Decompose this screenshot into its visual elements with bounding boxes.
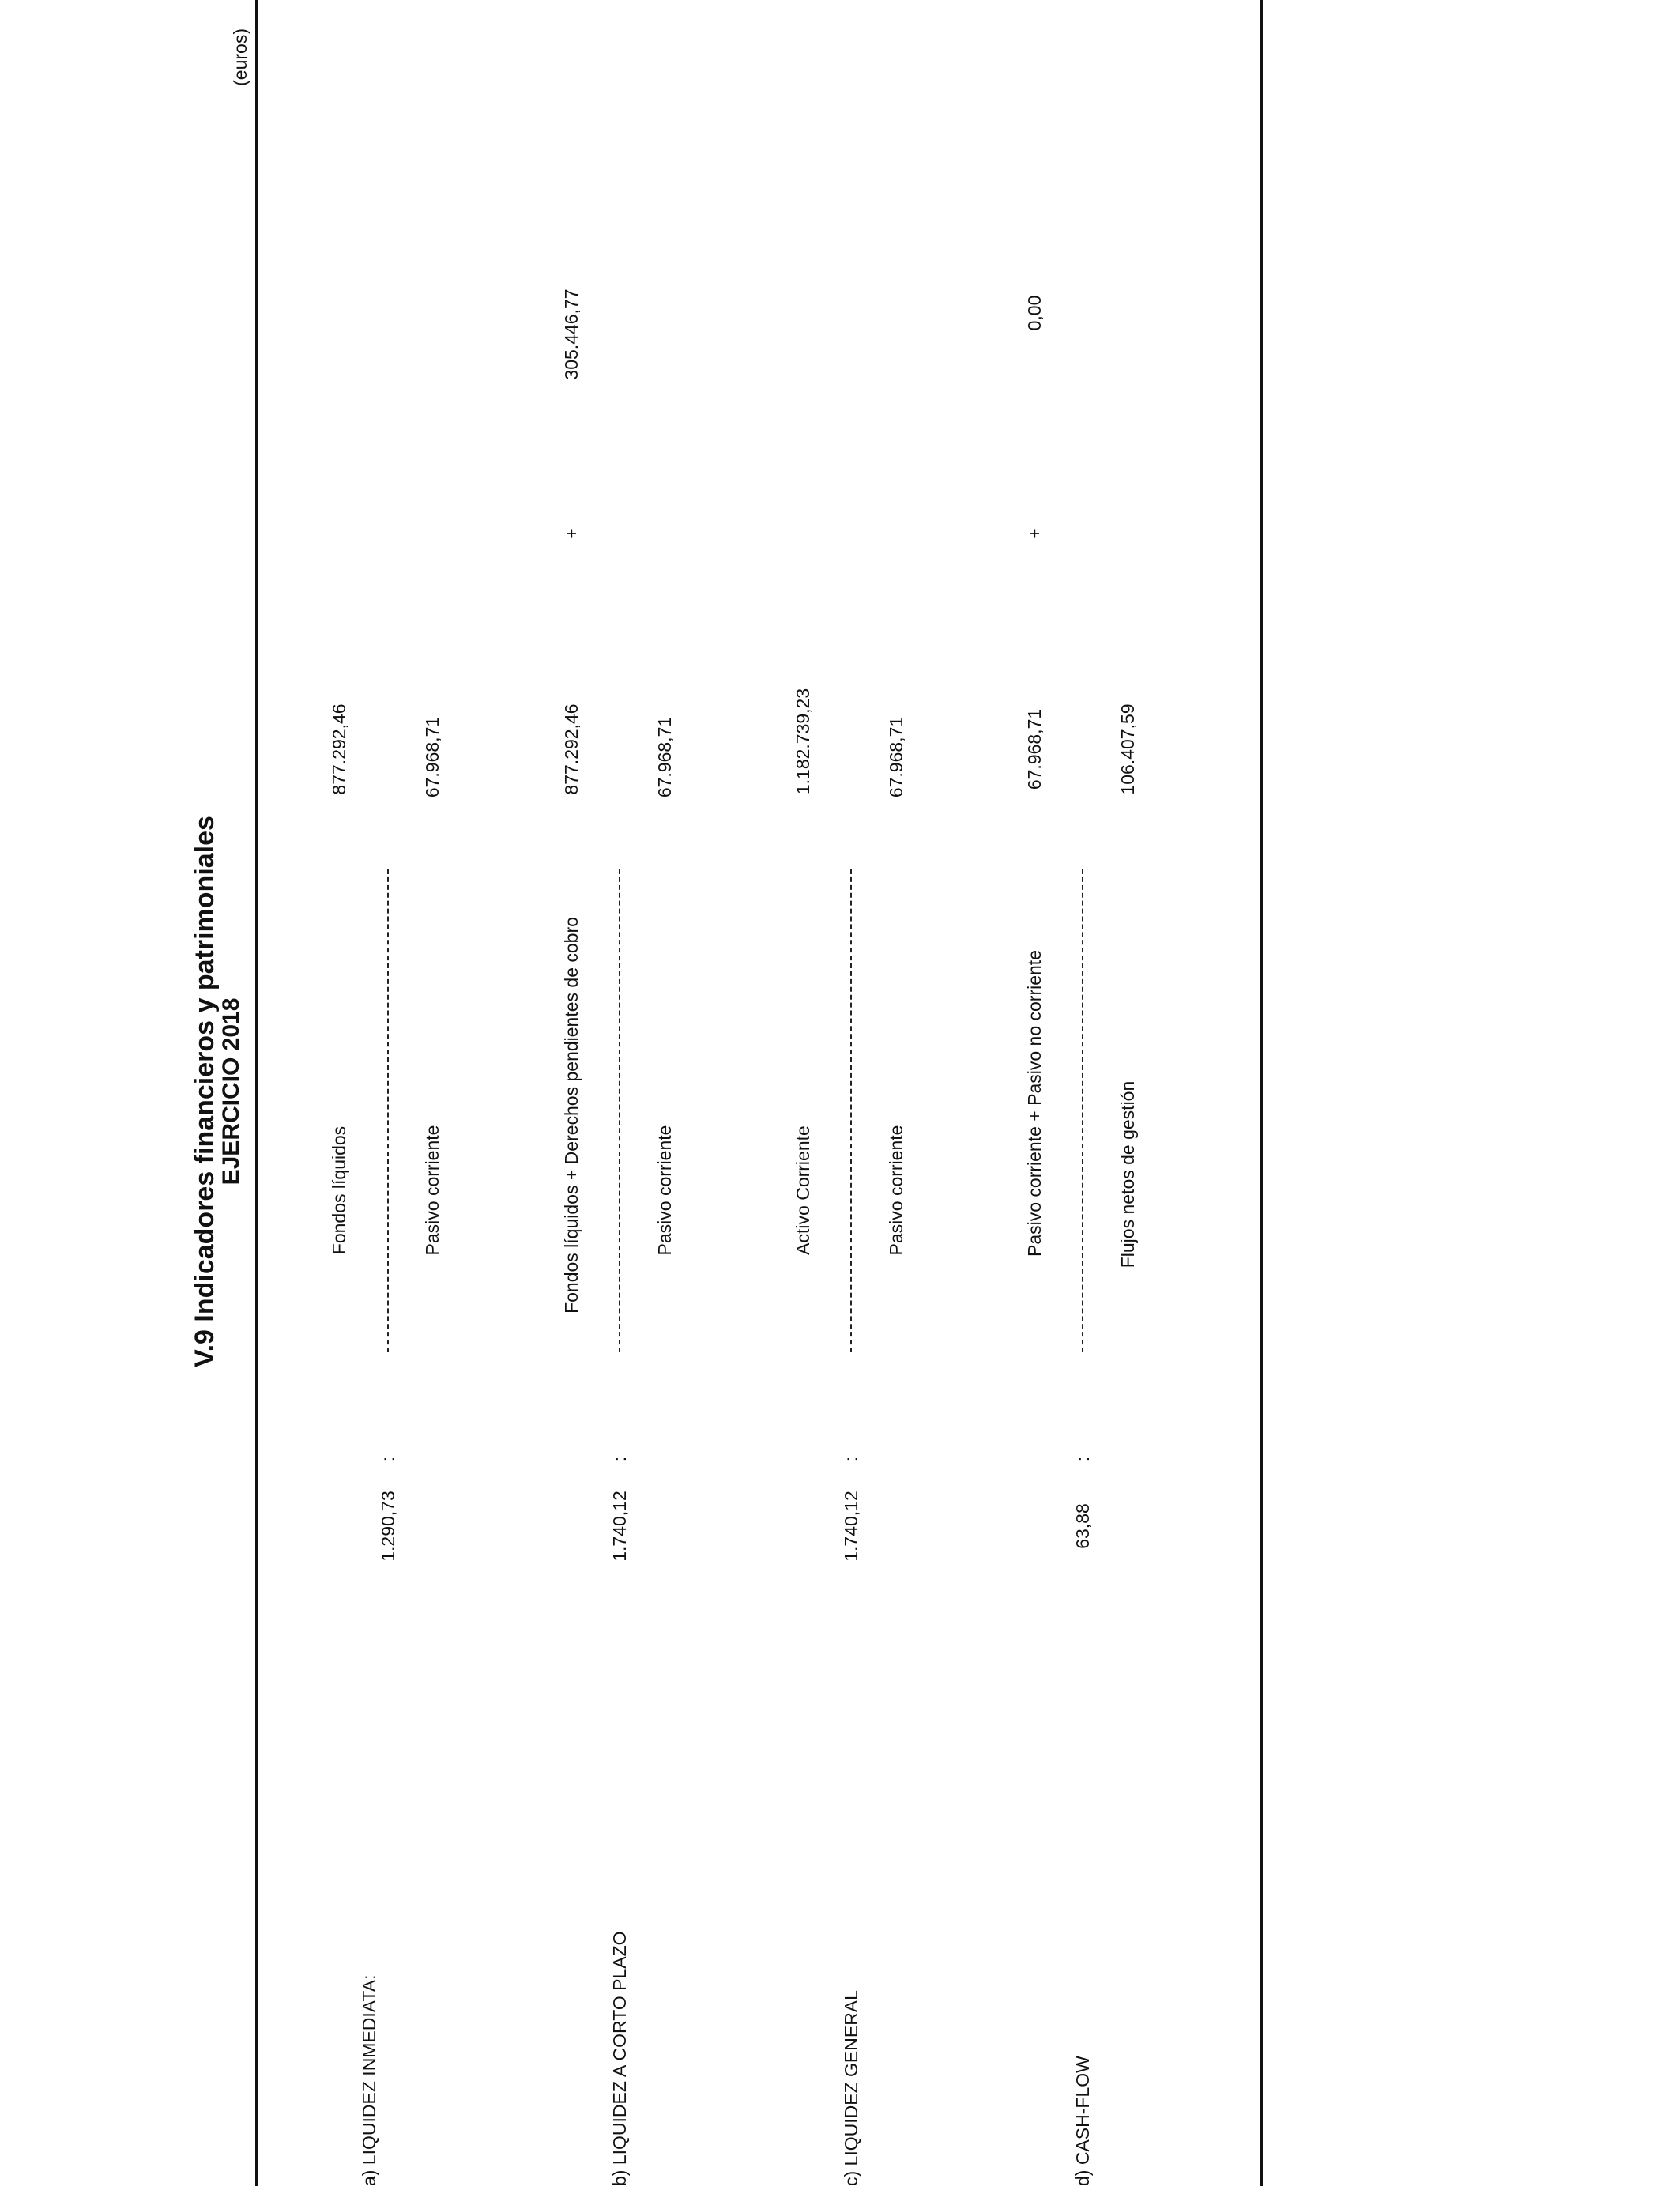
numerator-text: Fondos líquidos + Derechos pendientes de cobro: [561, 917, 582, 1314]
indicator-colon: :: [841, 1456, 861, 1462]
indicator-label: b) LIQUIDEZ A CORTO PLAZO: [609, 1931, 630, 2186]
indicator-label: d) CASH-FLOW: [1072, 2056, 1093, 2186]
fraction-line: [850, 869, 852, 1352]
denominator-value: 106.407,59: [1117, 703, 1138, 795]
numerator-text: Activo Corriente: [793, 1125, 813, 1255]
extra-value: 305.446,77: [561, 288, 582, 380]
denominator-text: Pasivo corriente: [654, 1125, 675, 1256]
denominator-text: Pasivo corriente: [422, 1125, 443, 1256]
indicator-value: 63,88: [1072, 1503, 1093, 1549]
numerator-value: 1.182.739,23: [793, 688, 813, 795]
denominator-value: 67.968,71: [654, 716, 675, 798]
extra-value: 0,00: [1024, 295, 1045, 331]
header-rule: [255, 0, 258, 2186]
denominator-text: Flujos netos de gestión: [1117, 1080, 1138, 1269]
numerator-value: 877.292,46: [561, 703, 582, 795]
indicator-value: 1.290,73: [378, 1491, 398, 1562]
plus-sign: +: [1024, 528, 1045, 539]
fraction-line: [1082, 869, 1083, 1352]
plus-sign: +: [561, 528, 582, 539]
indicator-colon: :: [609, 1456, 630, 1462]
page-title: V.9 Indicadores financieros y patrimoniales: [190, 816, 220, 1367]
indicator-value: 1.740,12: [841, 1491, 861, 1562]
numerator-value: 877.292,46: [329, 703, 349, 795]
denominator-value: 67.968,71: [886, 716, 906, 798]
currency-note: (euros): [230, 28, 250, 86]
footer-rule: [1260, 0, 1263, 2186]
denominator-text: Pasivo corriente: [886, 1125, 906, 1256]
denominator-value: 67.968,71: [422, 716, 443, 798]
indicator-colon: :: [1072, 1456, 1093, 1462]
fraction-line: [619, 869, 620, 1352]
page-subtitle: EJERCICIO 2018: [218, 997, 244, 1186]
indicator-label: c) LIQUIDEZ GENERAL: [841, 1990, 861, 2186]
indicator-value: 1.740,12: [609, 1491, 630, 1562]
numerator-value: 67.968,71: [1024, 708, 1045, 790]
indicator-colon: :: [378, 1456, 398, 1462]
indicator-label: a) LIQUIDEZ INMEDIATA:: [359, 1974, 379, 2186]
fraction-line: [387, 869, 389, 1352]
numerator-text: Pasivo corriente + Pasivo no corriente: [1024, 949, 1045, 1257]
numerator-text: Fondos líquidos: [329, 1125, 349, 1255]
